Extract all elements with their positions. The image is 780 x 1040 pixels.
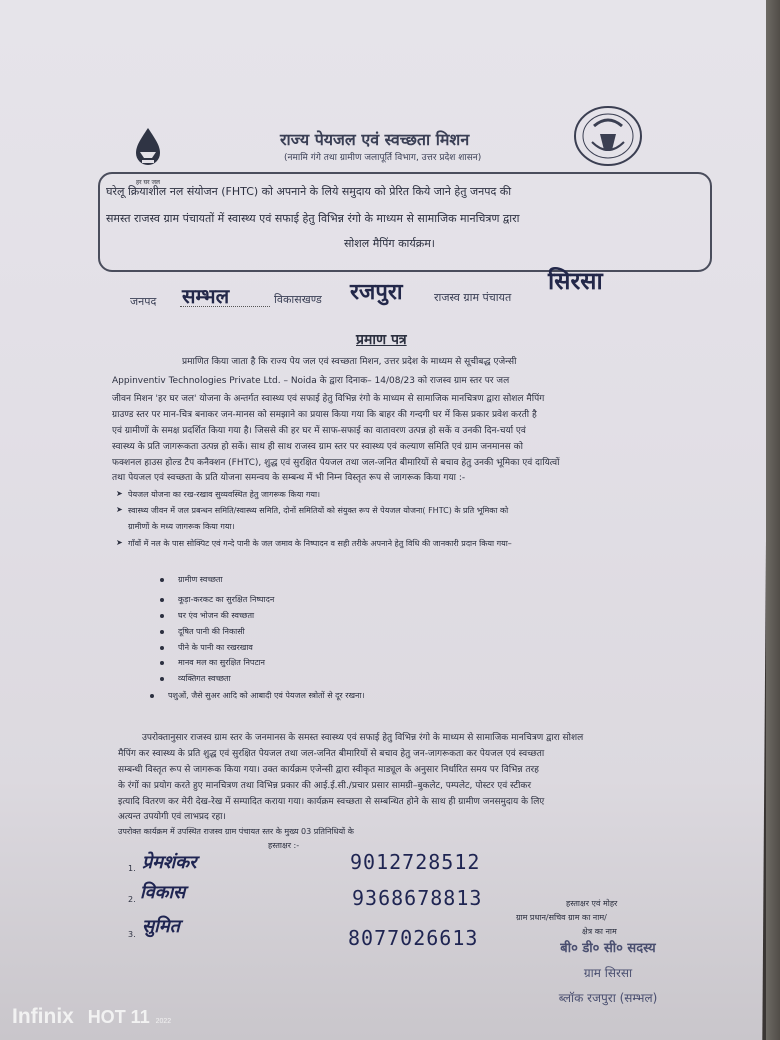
body-line: फक्शनल हाउस होल्ड टैप कनैक्शन (FHTC), शुद्ध एवं सुरक्षित पेयजल तथा जल-जनित बीमारियों से बचाव हेतु उनकी भूमिका एवं दायित्वों: [112, 458, 560, 468]
janpad-value: सम्भल: [182, 284, 230, 308]
panchayat-label: राजस्व ग्राम पंचायत: [434, 291, 512, 304]
arrow-point: पेयजल योजना का रख-रखाव सुव्यवस्थित हेतु जागरूक किया गया।: [128, 490, 321, 499]
body-line: तथा पेयजल एवं स्वच्छता के प्रति योजना समन्वय के सम्बन्ध में भी निम्न विस्तृत रूप से जागरूक किया गया :-: [112, 473, 466, 483]
closing-line: उपरोक्तानुसार राजस्व ग्राम स्तर के जनमानस के समस्त स्वास्थ्य एवं सफाई हेतु विभिन्न रंगो के माध्यम से सामाजिक मानचित्रण द्वारा सोशल: [142, 733, 584, 743]
closing-line: इत्यादि वितरण कर मेरी देख-रेख में सम्पादित कराया गया। कार्यक्रम स्वच्छता से सम्बन्धित होने के साथ ही ग्रामीण जनसमुदाय के लिए: [118, 797, 545, 807]
rep-signature: विकास: [140, 882, 186, 903]
signature-caption: हस्ताक्षर :-: [268, 841, 300, 850]
official-stamp: [520, 938, 696, 1030]
stamp-line: ब्लॉक रजपुरा (सम्भल): [558, 991, 658, 1005]
sign-block-line: क्षेत्र का नाम: [582, 927, 617, 936]
bullet-icon: [160, 646, 164, 650]
program-line-3: सोशल मैपिंग कार्यक्रम।: [344, 237, 435, 250]
block-label: विकासखण्ड: [274, 293, 322, 306]
body-line: प्रमाणित किया जाता है कि राज्य पेय जल एवं स्वच्छता मिशन, उत्तर प्रदेश के माध्यम से सूचीबद्ध एजेन्सी: [182, 357, 517, 367]
arrow-point: गाँवों में नल के पास सोक्पिट एवं गन्दे पानी के जल जमाव के निष्पादन व सही तरीके अपनाने हेतु विधि की जानकारी प्रदान किया गया–: [128, 539, 512, 548]
bullet-icon: [160, 578, 164, 582]
janpad-underline: [180, 306, 270, 307]
closing-line: के रंगों का प्रयोग करते हुए मानचित्रण तथा विभिन्न प्रकार की आई.ई.सी./प्रचार प्रसार सामग्री–बुकलेट, पम्पलेट, पोस्टर एवं स्टीकर: [118, 781, 532, 791]
watermark-year: 2022: [155, 1018, 172, 1025]
janpad-label: जनपद: [130, 295, 157, 308]
logo-caption: हर घर जल: [136, 179, 160, 186]
program-line-1: घरेलू क्रियाशील नल संयोजन (FHTC) को अपनाने के लिये समुदाय को प्रेरित किये जाने हेतु जनपद की: [106, 185, 512, 198]
list-item: दूषित पानी की निकासी: [178, 627, 245, 636]
rep-phone: 9012728512: [350, 850, 481, 874]
closing-line: अत्यन्त उपयोगी एवं लाभप्रद रहा।: [118, 812, 226, 822]
bullet-icon: [160, 630, 164, 634]
program-line-2: समस्त राजस्व ग्राम पंचायतों में स्वास्थ्य एवं सफाई हेतु विभिन्न रंगो के माध्यम से सामाजिक मानचित्रण द्वारा: [106, 212, 520, 225]
list-item: कूड़ा-करकट का सुरक्षित निष्पादन: [178, 595, 275, 604]
bullet-icon: [160, 614, 164, 618]
bullet-icon: [160, 677, 164, 681]
list-item: पीने के पानी का रखरखाव: [178, 643, 253, 652]
rep-number: 3.: [128, 930, 136, 939]
rep-phone: 8077026613: [348, 926, 479, 950]
header-subtitle: (नमामि गंगे तथा ग्रामीण जलापूर्ति विभाग, उत्तर प्रदेश शासन): [284, 153, 482, 163]
camera-watermark: [12, 1005, 171, 1029]
arrow-icon: ➤: [116, 505, 123, 514]
bullet-icon: [160, 598, 164, 602]
table-edge: [766, 0, 780, 1040]
presence-line: उपरोक्त कार्यक्रम में उपस्थित राजस्व ग्राम पंचायत स्तर के मुख्य 03 प्रतिनिधियों के: [118, 827, 354, 836]
sign-block-line: हस्ताक्षर एवं मोहर: [566, 899, 618, 908]
stamp-line: ग्राम सिरसा: [583, 966, 633, 980]
arrow-point-continuation: ग्रामीणों के मध्य जागरूक किया गया।: [128, 522, 235, 531]
closing-line: सम्बन्धी विस्तृत रूप से जागरूक किया गया। उक्त कार्यक्रम एजेन्सी द्वारा स्वीकृत माड्यूल के अनुसार निर्धारित समय पर विभिन्न तरह: [118, 765, 539, 775]
list-item: ग्रामीण स्वच्छता: [178, 575, 223, 584]
body-line: ग्राउण्ड स्तर पर मान-चित्र बनाकर जन-मानस को समझाने का प्रयास किया गया कि बाहर की गन्दगी घर में किस प्रकार प्रवेश करती है: [112, 410, 537, 420]
list-item: पशुओं, जैसे सुअर आदि को आबादी एवं पेयजल स्त्रोतों से दूर रखना।: [168, 691, 365, 700]
header-title: राज्य पेयजल एवं स्वच्छता मिशन: [280, 130, 470, 149]
watermark-model: HOT 11: [87, 1007, 150, 1027]
bullet-icon: [160, 661, 164, 665]
body-line: जीवन मिशन 'हर घर जल' योजना के अन्तर्गत स्वास्थ्य एवं सफाई हेतु विभिन्न रंगो के माध्यम से सामाजिक मानचित्रण द्वारा सोशल मैपिंग: [112, 394, 545, 404]
up-government-emblem-icon: [572, 104, 644, 168]
list-item: घर एंव भोजन की स्वच्छता: [178, 611, 255, 620]
rep-signature: प्रेमशंकर: [142, 852, 197, 873]
arrow-point: स्वास्थ्य जीवन में जल प्रबन्धन समिति/स्वास्थ्य समिति, दोनों समितियों को संयुक्त रूप से पेयजल योजना( FHTC) के प्रति भूमिका को: [128, 506, 509, 515]
body-line: Appinventiv Technologies Private Ltd. – Noida के द्वारा दिनाक– 14/08/23 को राजस्व ग्राम स्तर पर जल: [112, 376, 510, 386]
sign-block-line: ग्राम प्रधान/सचिव ग्राम का नाम/: [516, 913, 607, 922]
closing-line: मैपिंग कर स्वास्थ्य के प्रति शुद्ध एवं सुरक्षित पेयजल तथा जल-जनित बीमारियों से बचाव हेतु जन-जागरूकता कर पेयजल एवं स्वच्छता: [118, 749, 545, 759]
list-item: मानव मल का सुरक्षित निपटान: [178, 658, 265, 667]
block-value: रजपुरा: [350, 279, 403, 305]
body-line: एवं ग्रामीणों के समक्ष प्रदर्शित किया गया है। जिससे की हर घर में साफ-सफाई का वातावरण उत्पन्न हो सकें व उनकी दिन-चर्या एवं: [112, 426, 526, 436]
rep-signature: सुमित: [142, 916, 180, 937]
rep-phone: 9368678813: [352, 886, 483, 910]
certificate-title: प्रमाण पत्र: [356, 332, 407, 348]
body-line: स्वास्थ्य के प्रति जागरूकता उत्पन्न हो सकें। साथ ही साथ राजस्व ग्राम स्तर पर स्वास्थ्य एवं कल्याण समिति एवं ग्राम जनमानस को: [112, 442, 523, 452]
arrow-icon: ➤: [116, 538, 123, 547]
panchayat-value: सिरसा: [548, 266, 603, 295]
rep-number: 1.: [128, 864, 136, 873]
list-item: व्यक्तिगत स्वच्छता: [178, 674, 231, 683]
arrow-icon: ➤: [116, 489, 123, 498]
rep-number: 2.: [128, 895, 136, 904]
watermark-brand: Infinix: [12, 1005, 74, 1028]
bullet-icon: [150, 694, 154, 698]
stamp-line: बी० डी० सी० सदस्य: [560, 941, 656, 956]
